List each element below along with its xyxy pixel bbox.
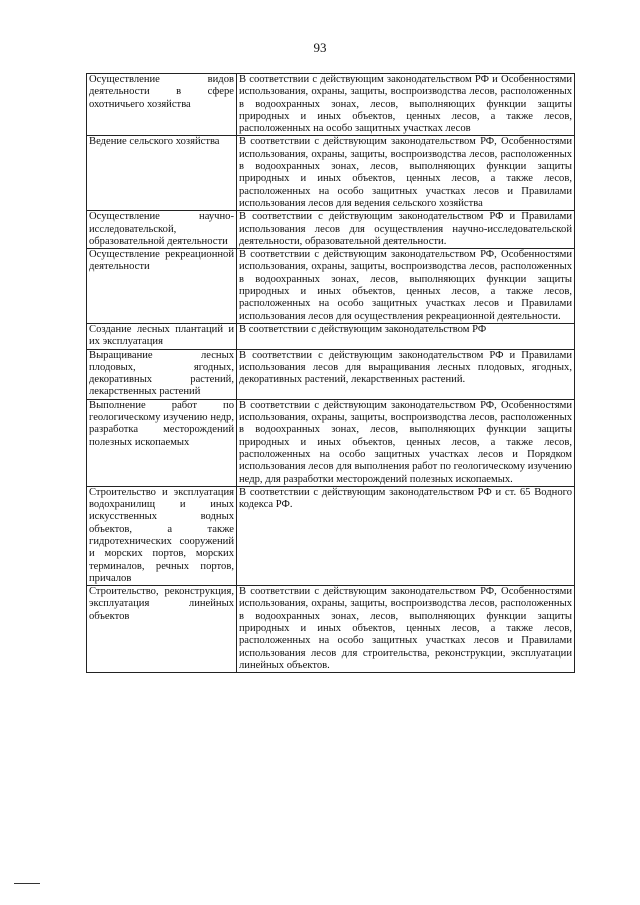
table-row (87, 586, 575, 673)
activity-cell: Осуществление видов деятельности в сфере охотничьего хозяйства (87, 74, 237, 136)
table-row (87, 349, 575, 399)
activity-cell: Выполнение работ по геологическому изучению недр, разработка месторождений полезных ископаемых (87, 399, 237, 486)
requirement-cell: В соответствии с действующим законодательством РФ и ст. 65 Водного кодекса РФ. (237, 486, 575, 585)
table-row (87, 399, 575, 486)
table-row (87, 249, 575, 324)
requirement-cell: В соответствии с действующим законодательством РФ, Особенностями использования, охраны, защиты, воспроизводства лесов, расположенных в водоохранных зонах, лесов, выполняющих функции защиты природных и иных объектов, ценных лесов, а также лесов, расположенных на особо защитных участках лесов и Порядком использования лесов для выполнения работ по геологическому изучению недр, для разработки месторождений полезных ископаемых. (237, 399, 575, 486)
activity-cell: Строительство и эксплуатация водохранилищ и иных искусственных водных объектов, а также гидротехнических сооружений и морских портов, морских терминалов, речных портов, причалов (87, 486, 237, 585)
activity-cell: Строительство, реконструкция, эксплуатация линейных объектов (87, 586, 237, 673)
activity-cell: Осуществление рекреационной деятельности (87, 249, 237, 324)
page-number: 93 (313, 40, 327, 55)
table-row (87, 211, 575, 249)
table-row (87, 136, 575, 211)
activity-cell: Создание лесных плантаций и их эксплуатация (87, 323, 237, 349)
activity-cell: Осуществление научно-исследовательской, образовательной деятельности (87, 211, 237, 249)
table-row (87, 486, 575, 585)
requirement-cell: В соответствии с действующим законодательством РФ, Особенностями использования, охраны, защиты, воспроизводства лесов, расположенных в водоохранных зонах, лесов, выполняющих функции защиты природных и иных объектов, ценных лесов, а также лесов, расположенных на особо защитных участках лесов и Правилами использования лесов для осуществления рекреационной деятельности. (237, 249, 575, 324)
requirement-cell: В соответствии с действующим законодательством РФ, Особенностями использования, охраны, защиты, воспроизводства лесов, расположенных в водоохранных зонах, лесов, выполняющих функции защиты природных и иных объектов, ценных лесов, а также лесов, расположенных на особо защитных участках лесов и Правилами использования лесов для строительства, реконструкции, эксплуатации линейных объектов. (237, 586, 575, 673)
requirement-cell: В соответствии с действующим законодательством РФ и Особенностями использования, охраны, защиты, воспроизводства лесов, расположенных в водоохранных зонах, лесов, выполняющих функции защиты природных и иных объектов, ценных лесов, а также лесов, расположенных на особо защитных участках лесов (237, 74, 575, 136)
forest-use-table (86, 73, 575, 673)
requirement-cell: В соответствии с действующим законодательством РФ, Особенностями использования, охраны, защиты, воспроизводства лесов, расположенных в водоохранных зонах, лесов, выполняющих функции защиты природных и иных объектов, ценных лесов, а также лесов, расположенных на особо защитных участках лесов и Правилами использования лесов для ведения сельского хозяйства (237, 136, 575, 211)
table-row (87, 323, 575, 349)
requirement-cell: В соответствии с действующим законодательством РФ и Правилами использования лесов для выращивания лесных плодовых, ягодных, декоративных растений, лекарственных растений. (237, 349, 575, 399)
requirement-cell: В соответствии с действующим законодательством РФ и Правилами использования лесов для осуществления научно-исследовательской деятельности, образовательной деятельности. (237, 211, 575, 249)
activity-cell: Выращивание лесных плодовых, ягодных, декоративных растений, лекарственных растений (87, 349, 237, 399)
requirement-cell: В соответствии с действующим законодательством РФ (237, 323, 575, 349)
footnote-separator (14, 883, 40, 884)
activity-cell: Ведение сельского хозяйства (87, 136, 237, 211)
table-row (87, 74, 575, 136)
